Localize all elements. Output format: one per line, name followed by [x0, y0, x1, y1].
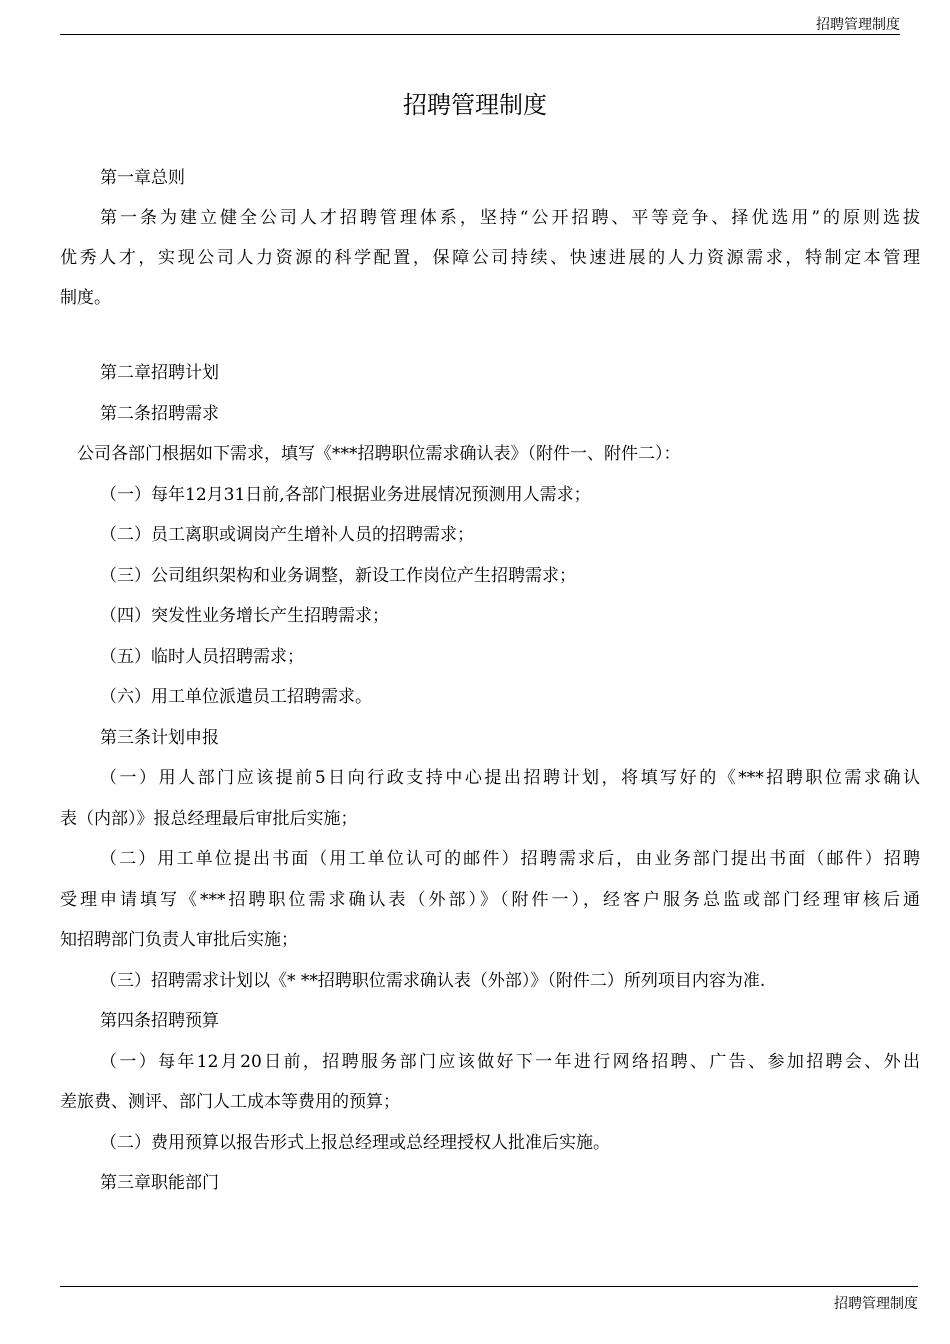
chapter-heading: 第二章招聘计划	[100, 363, 219, 383]
paragraph-line: 表（内部）》报总经理最后审批后实施；	[60, 809, 358, 829]
chapter-heading: 第一章总则	[100, 168, 185, 188]
header-text: 招聘管理制度	[816, 17, 900, 33]
list-item: （四）突发性业务增长产生招聘需求；	[100, 606, 389, 626]
list-item: （五）临时人员招聘需求；	[100, 647, 304, 667]
paragraph-line: 优秀人才，实现公司人力资源的科学配置，保障公司持续、快速进展的人力资源需求，特制定本管理	[60, 248, 920, 268]
paragraph-line: 差旅费、测评、部门人工成本等费用的预算；	[60, 1092, 400, 1112]
document-title: 招聘管理制度	[403, 91, 547, 119]
chapter-heading: 第三章职能部门	[100, 1173, 219, 1193]
list-item: （一）每年12月20日前，招聘服务部门应该做好下一年进行网络招聘、广告、参加招聘会、外出	[100, 1052, 920, 1072]
page-footer	[60, 1286, 918, 1313]
page-header	[60, 16, 900, 35]
paragraph-line: 制度。	[60, 288, 111, 308]
article-heading: 第三条计划申报	[100, 728, 219, 748]
paragraph-line: 受理申请填写《***招聘职位需求确认表（外部）》（附件一），经客户服务总监或部门经理审核后通	[60, 890, 920, 910]
list-item: （二）费用预算以报告形式上报总经理或总经理授权人批准后实施。	[100, 1133, 610, 1153]
list-item: （三）招聘需求计划以《* **招聘职位需求确认表（外部）》（附件二）所列项目内容为准.	[100, 971, 766, 991]
list-item: （六）用工单位派遣员工招聘需求。	[100, 687, 372, 707]
footer-text: 招聘管理制度	[834, 1296, 918, 1312]
list-item: （二）用工单位提出书面（用工单位认可的邮件）招聘需求后，由业务部门提出书面（邮件）招聘	[100, 849, 920, 869]
list-item: （二）员工离职或调岗产生增补人员的招聘需求；	[100, 525, 474, 545]
paragraph-line: 第一条为建立健全公司人才招聘管理体系，坚持“公开招聘、平等竞争、择优选用”的原则选拔	[100, 208, 920, 228]
article-heading: 第二条招聘需求	[100, 404, 219, 424]
list-item: （一）每年12月31日前,各部门根据业务进展情况预测用人需求；	[100, 485, 591, 505]
paragraph-line: 公司各部门根据如下需求，填写《***招聘职位需求确认表》（附件一、附件二）：	[77, 444, 681, 464]
paragraph-line: 知招聘部门负责人审批后实施；	[60, 930, 298, 950]
article-heading: 第四条招聘预算	[100, 1011, 219, 1031]
list-item: （一）用人部门应该提前5日向行政支持中心提出招聘计划，将填写好的《***招聘职位需求确认	[100, 768, 920, 788]
list-item: （三）公司组织架构和业务调整，新设工作岗位产生招聘需求；	[100, 566, 576, 586]
